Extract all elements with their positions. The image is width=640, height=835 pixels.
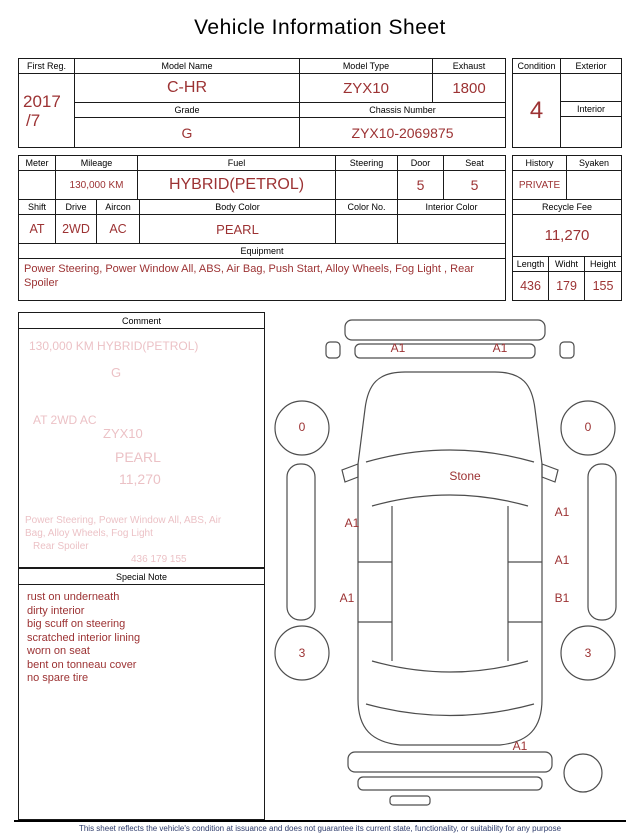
history-value: PRIVATE [513,171,567,200]
color-no-label: Color No. [336,200,398,215]
grade-label: Grade [75,103,300,118]
interior-color-value [398,215,505,244]
footer-disclaimer: This sheet reflects the vehicle's condition at issuance and does not guarantee its current state, functionality, or suitability for any purpose [78,824,562,833]
exterior-label: Exterior [561,59,621,74]
color-no-value [336,215,398,244]
door-label: Door [398,156,444,171]
body-color-label: Body Color [140,200,336,215]
seat-label: Seat [444,156,505,171]
damage-mark: B1 [554,591,570,605]
condition-value: 4 [529,96,544,124]
damage-mark: A1 [492,341,508,355]
damage-mark: A1 [554,553,570,567]
model-name-label: Model Name [75,59,300,74]
exterior-interior-column [561,59,621,147]
length-label: Length [513,257,549,272]
special-note-item: big scuff on steering [27,618,126,630]
special-note-label: Special Note [19,569,264,585]
ghost-line: AT 2WD AC [33,413,97,427]
damage-mark: 0 [298,420,306,434]
ghost-line: 130,000 KM HYBRID(PETROL) [29,339,199,353]
rear-window-upper [372,661,528,672]
mirror-left [342,464,358,482]
first-reg-year: 2017 [23,91,61,111]
model-type-label: Model Type [300,59,433,74]
damage-mark: A1 [339,591,355,605]
first-reg-month: /7 [26,110,41,130]
comment-panel [18,312,265,568]
first-reg-column [19,59,75,147]
history-label: History [513,156,567,171]
ghost-line: PEARL [115,449,161,465]
ghost-line: Bag, Alloy Wheels, Fog Light [25,528,153,539]
aircon-label: Aircon [97,200,140,215]
height-value: 155 [592,279,614,293]
first-reg-value [19,74,74,147]
body-color-value: PEARL [140,215,336,244]
damage-mark: A1 [344,516,360,530]
grade-value: G [75,118,300,147]
special-note-item: rust on underneath [27,591,120,603]
model-name-value: C-HR [75,74,300,103]
special-note-item: worn on seat [27,645,90,657]
shift-label: Shift [19,200,56,215]
special-note-item: bent on tonneau cover [27,658,137,671]
page-title: Vehicle Information Sheet [194,16,446,39]
fuel-value: HYBRID(PETROL) [138,171,336,200]
height-label: Height [585,257,621,272]
mirror-right [542,464,558,482]
windshield-lower [366,450,534,462]
comment-label: Comment [19,313,264,329]
recycle-fee-value: 11,270 [513,215,621,257]
damage-mark: 3 [298,646,306,660]
exterior-value [561,74,621,102]
aircon-value: AC [97,215,140,244]
interior-value [561,117,621,147]
special-note-item: no spare tire [27,672,89,684]
first-reg-label: First Reg. [19,59,74,74]
car-body-outline [358,372,542,745]
windshield-upper [372,495,528,506]
steering-label: Steering [336,156,398,171]
drive-value: 2WD [56,215,97,244]
syaken-value [567,171,621,200]
chassis-number-value: ZYX10-2069875 [351,124,454,141]
exhaust-label: Exhaust [433,59,505,74]
width-value: 179 [549,272,585,300]
equipment-value: Power Steering, Power Window All, ABS, Air Bag, Push Start, Alloy Wheels, Fog Light , Rear Spoiler [24,263,474,289]
spare-area-circle [564,754,602,792]
model-type-value: ZYX10 [300,74,433,103]
drive-label: Drive [56,200,97,215]
interior-label: Interior [561,102,621,117]
damage-mark: Stone [449,469,481,483]
door-seams [358,562,542,622]
equipment-label: Equipment [19,244,505,259]
rear-bumper [348,752,552,772]
ghost-line: 11,270 [119,471,161,487]
front-bumper [355,344,535,358]
condition-table [512,58,622,148]
seat-value: 5 [444,171,505,200]
rear-window-lower [366,704,534,716]
interior-color-label: Interior Color [398,200,505,215]
door-value: 5 [398,171,444,200]
front-bumper-top [345,320,545,340]
shift-value: AT [19,215,56,244]
special-note-panel [18,568,265,820]
damage-mark: 3 [584,646,592,660]
front-corner-right [560,342,574,358]
ghost-line: Power Steering, Power Window All, ABS, Air [25,515,222,526]
special-note-item: dirty interior [27,604,85,617]
registration-columns [75,59,505,147]
special-note-item: scratched interior lining [27,631,141,644]
recycle-fee-label: Recycle Fee [513,200,621,215]
fuel-label: Fuel [138,156,336,171]
chassis-number-label: Chassis Number [300,103,505,118]
car-diagram-svg [270,314,635,812]
rocker-panel-right [588,464,616,620]
exhaust-value: 1800 [433,74,505,103]
length-value: 436 [513,272,549,300]
rocker-panel-left [287,464,315,620]
damage-mark: A1 [512,739,528,753]
special-note-list [19,585,264,692]
ghost-line: 436 179 155 [131,554,187,565]
ghost-line: G [111,365,122,380]
registration-table [18,58,506,148]
damage-mark: A1 [390,341,406,355]
front-corner-left [326,342,340,358]
footer-divider [14,820,626,822]
condition-label: Condition [513,59,560,74]
ghost-line: ZYX10 [103,426,143,441]
history-fee-table [512,155,622,301]
rear-bumper-lower [358,777,542,790]
syaken-label: Syaken [567,156,621,171]
steering-value [336,171,398,200]
width-label: Widht [549,257,585,272]
specs-table [18,155,506,301]
exhaust-piece [390,796,430,805]
mileage-value: 130,000 KM [56,171,138,200]
meter-label: Meter [19,156,56,171]
ghost-line: Rear Spoiler [33,541,89,552]
car-damage-diagram [270,314,635,812]
meter-value [19,171,56,200]
damage-mark: 0 [584,420,592,434]
damage-mark: A1 [554,505,570,519]
condition-column [513,59,561,147]
mileage-label: Mileage [56,156,138,171]
